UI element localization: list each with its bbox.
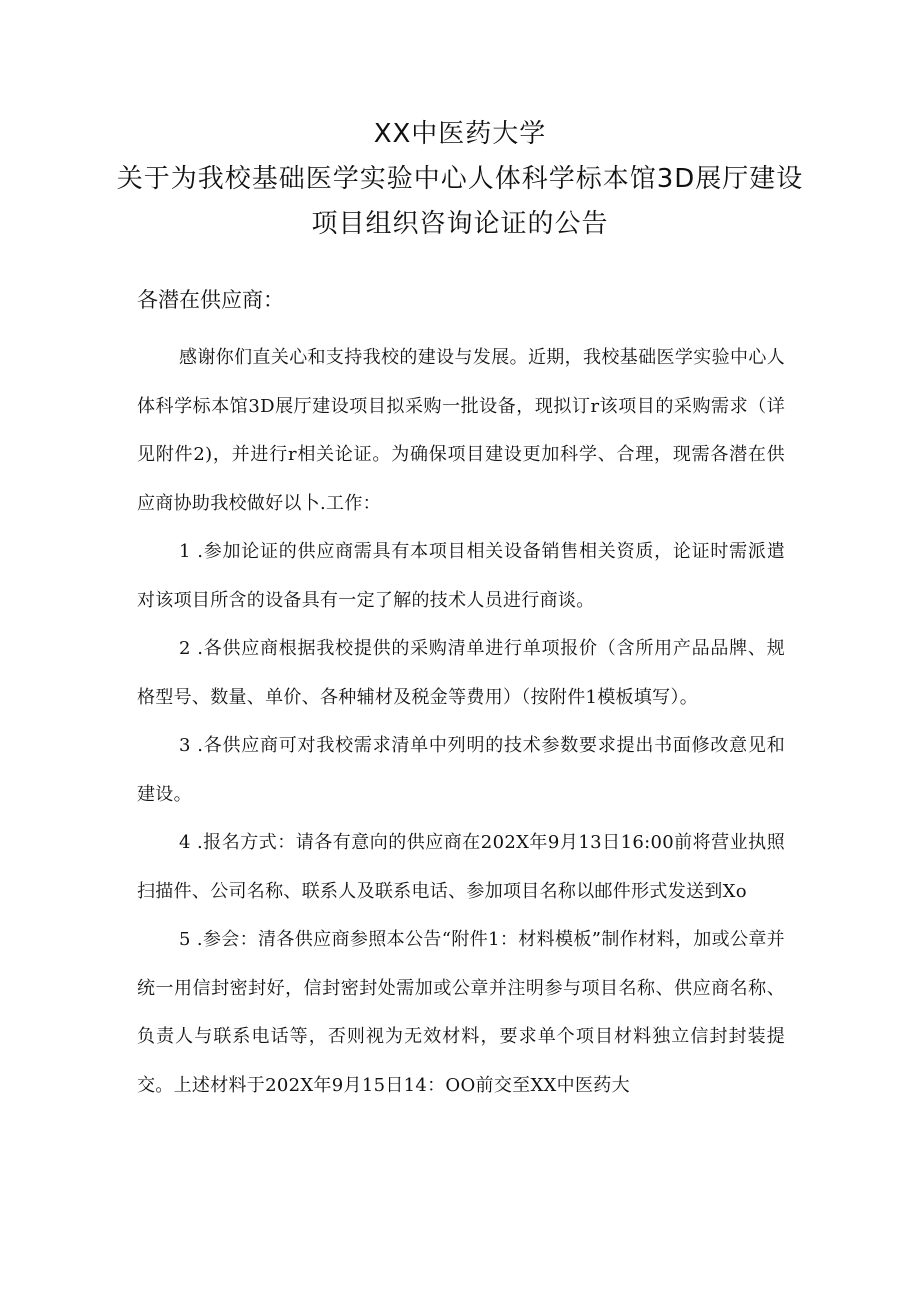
- document-title: [0, 112, 920, 247]
- paragraph-item-5: 5 .参会：清各供应商参照本公告“附件1：材料模板”制作材料，加或公章并统一用信封密封好，信封密封处需加或公章并注明参与项目名称、供应商名称、负责人与联系电话等，否则视为无效材料，要求单个项目材料独立信封封装提交。上述材料于202X年9月15日14：OO前交至XX中医药大: [137, 929, 785, 1096]
- document-body: [137, 334, 785, 1110]
- paragraph-item-2: 2 .各供应商根据我校提供的采购清单进行单项报价（含所用产品品牌、规格型号、数量、单价、各种辅材及税金等费用）（按附件1模板填写）。: [137, 638, 785, 708]
- title-line-university: XX中医药大学: [373, 119, 547, 149]
- paragraph-item-1: 1 .参加论证的供应商需具有本项目相关设备销售相关资质，论证时需派遣对该项目所含的设备具有一定了解的技术人员进行商谈。: [137, 541, 785, 611]
- paragraph-item-3: 3 .各供应商可对我校需求清单中列明的技术参数要求提出书面修改意见和建设。: [137, 735, 785, 805]
- salutation: 各潜在供应商：: [137, 288, 284, 312]
- title-line-announcement: 项目组织咨询论证的公告: [311, 209, 609, 239]
- paragraph-intro: 感谢你们直关心和支持我校的建设与发展。近期，我校基础医学实验中心人体科学标本馆3D展厅建设项目拟采购一批设备，现拟订r该项目的采购需求（详见附件2)，并进行r相关论证。为确保项目建设更加科学、合理，现需各潜在供应商协助我校做好以卜.工作：: [137, 347, 785, 514]
- paragraph-item-4: 4 .报名方式：请各有意向的供应商在202X年9月13日16:00前将营业执照扫描件、公司名称、联系人及联系电话、参加项目名称以邮件形式发送到Xo: [137, 832, 785, 902]
- title-line-subject: 关于为我校基础医学实验中心人体科学标本馆3D展厅建设: [116, 164, 804, 194]
